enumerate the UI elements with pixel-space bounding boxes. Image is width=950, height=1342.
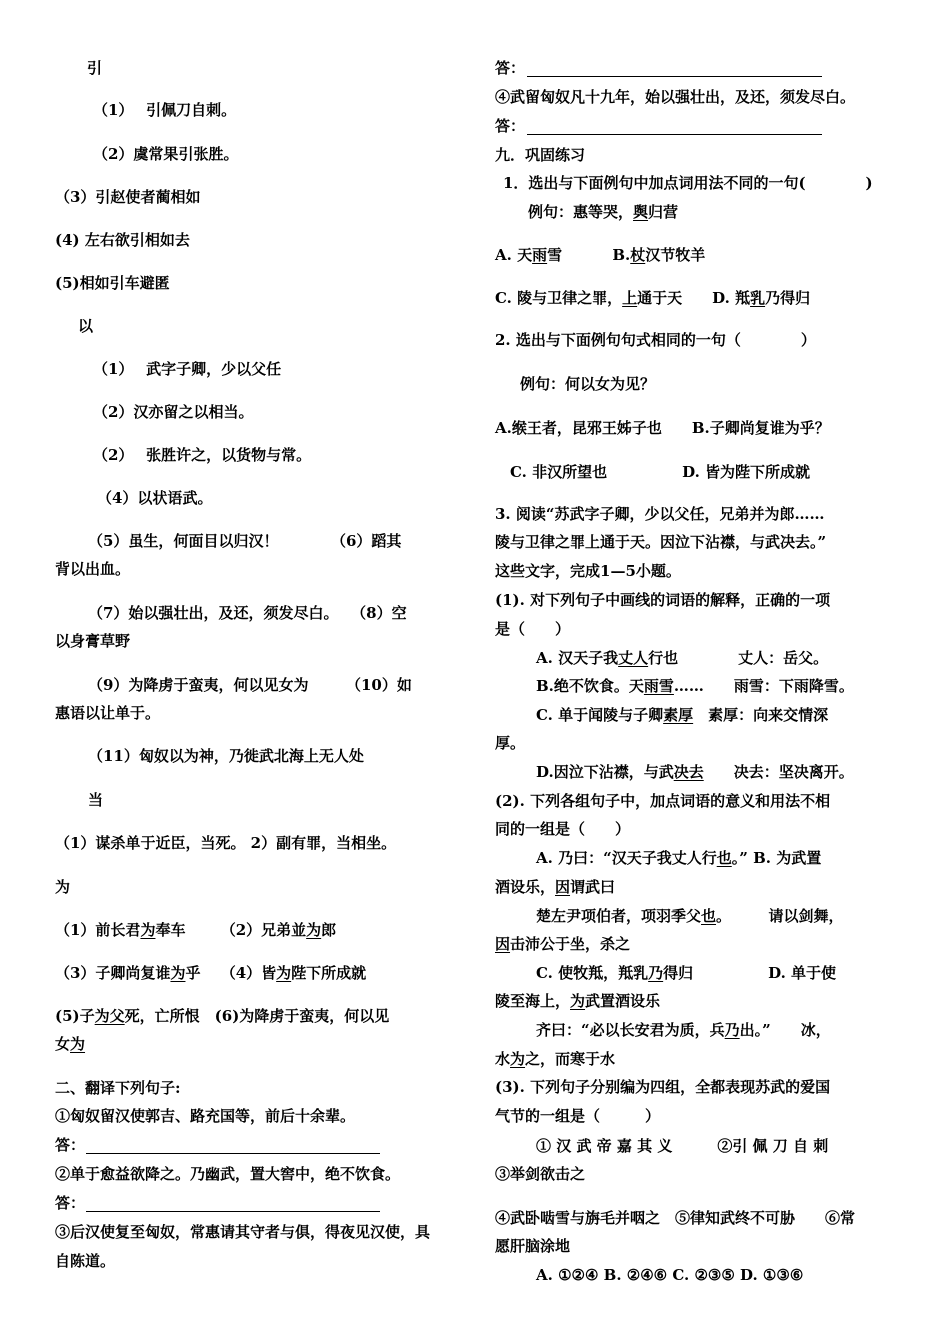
dotted-word: 为 xyxy=(306,921,322,939)
answer-label-3: 答： xyxy=(495,59,526,77)
yi-item-4: （4）以状语武。 xyxy=(97,489,213,507)
yi-item-9-cont: 惠语以让单于。 xyxy=(55,704,161,722)
yi-item-5: （5）虽生，何面目以归汉！ （6）蹈其 xyxy=(88,532,402,550)
sub-2-option-b-2: 因击沛公于坐，杀之 xyxy=(495,935,631,953)
q2-options-cd: C. 非汉所望也 D. 皆为陛下所成就 xyxy=(510,463,811,481)
underlined-word: 素厚 xyxy=(663,706,694,724)
answer-blank-2[interactable] xyxy=(86,1211,380,1212)
yi-item-2: （2）汉亦留之以相当。 xyxy=(93,403,254,421)
sub-2-option-d: 陵至海上，为武置酒设乐 xyxy=(495,992,661,1010)
wei-items-3-cont: 女为 xyxy=(55,1035,86,1053)
translate-4: ④武留匈奴凡十九年，始以强壮出，及还，须发尽白。 xyxy=(495,88,856,106)
answer-blank-1[interactable] xyxy=(86,1153,380,1154)
sub-3-options: A. ①②④ B. ②④⑥ C. ②③⑤ D. ①③⑥ xyxy=(536,1266,804,1284)
heading-dang: 当 xyxy=(88,791,104,809)
sub-2-option-a: A. 乃曰：“汉天子我丈人行也。” B. 为武置 xyxy=(536,849,822,867)
sub-3-item-1-2: ① 汉 武 帝 嘉 其 义 ②引 佩 刀 自 刺 xyxy=(536,1137,829,1155)
sub-3-items-6-cont: 愿肝脑涂地 xyxy=(495,1237,571,1255)
translate-3-cont: 自陈道。 xyxy=(55,1252,116,1270)
answer-label-4: 答： xyxy=(495,117,526,135)
dotted-word: 也 xyxy=(716,849,732,867)
dotted-word: 为 xyxy=(570,992,586,1010)
dang-items: （1）谋杀单于近臣，当死。 2）副有罪，当相坐。 xyxy=(55,834,397,852)
yin-item-2: （2）虞常果引张胜。 xyxy=(93,145,239,163)
yin-item-1: （1） 引佩刀自刺。 xyxy=(93,101,237,119)
dotted-word: 舆 xyxy=(633,203,649,221)
dotted-word: 乃 xyxy=(648,964,664,982)
translate-3: ③后汉使复至匈奴，常惠请其守者与俱，得夜见汉使，具 xyxy=(55,1223,431,1241)
sub-3-line-1: (3). 下列句子分别编为四组，全都表现苏武的爱国 xyxy=(495,1078,831,1096)
wei-items-3: (5)子为父死，亡所恨 (6)为降虏于蛮夷，何以见 xyxy=(55,1007,390,1025)
yi-item-3: （2） 张胜许之，以货物与常。 xyxy=(93,446,312,464)
dotted-word: 上 xyxy=(622,289,638,307)
sub-1-line-1: (1). 对下列句子中画线的词语的解释，正确的一项 xyxy=(495,591,831,609)
underlined-word: 丈人 xyxy=(618,649,649,667)
heading-yi: 以 xyxy=(78,317,94,335)
dotted-word: 为 xyxy=(510,1050,526,1068)
heading-yin: 引 xyxy=(87,59,103,77)
sub-2-option-ab-2: 楚左尹项伯者，项羽季父也。 请以剑舞， xyxy=(536,907,844,925)
sub-2-option-b: 酒设乐，因谓武曰 xyxy=(495,878,616,896)
yi-item-1: （1） 武字子卿，少以父任 xyxy=(93,360,282,378)
question-3-line-3: 这些文字，完成1—5小题。 xyxy=(495,562,681,580)
heading-wei: 为 xyxy=(55,878,71,896)
dotted-word: 乃 xyxy=(724,1021,740,1039)
sub-2-option-c: C. 使牧羝，羝乳乃得归 D. 单于使 xyxy=(536,964,837,982)
section-2-title: 二、翻译下列句子: xyxy=(55,1079,181,1097)
sub-1-option-d: D.因泣下沾襟，与武决去 决去：坚决离开。 xyxy=(536,763,854,781)
answer-label-1: 答： xyxy=(55,1136,86,1154)
question-2: 2. 选出与下面例句句式相同的一句（ ） xyxy=(495,331,816,349)
sub-2-option-d-2: 水为之，而寒于水 xyxy=(495,1050,616,1068)
sub-2-line-1: (2). 下列各组句子中，加点词语的意义和用法不相 xyxy=(495,792,831,810)
question-3-line-1: 3. 阅读“苏武字子卿，少以父任，兄弟并为郎…… xyxy=(495,505,825,523)
dotted-word: 因 xyxy=(555,878,571,896)
sub-3-items-4-6: ④武卧啮雪与旃毛并咽之 ⑤律知武终不可胁 ⑥常 xyxy=(495,1209,856,1227)
yin-item-3: （3）引赵使者蔺相如 xyxy=(55,188,201,206)
wei-items-1: （1）前长君为奉车 （2）兄弟並为郎 xyxy=(55,921,337,939)
yi-item-7: （7）始以强壮出，及还，须发尽白。 （8）空 xyxy=(88,604,407,622)
sub-1-option-b: B.绝不饮食。天雨雪…… 雨雪：下雨降雪。 xyxy=(536,677,854,695)
sub-2-option-cd-2: 齐曰：“必以长安君为质，兵乃出。” 冰， xyxy=(536,1021,831,1039)
dotted-word: 为 xyxy=(70,1035,86,1053)
dotted-word: 为 xyxy=(276,964,292,982)
question-1: 1．选出与下面例句中加点词用法不同的一句( ) xyxy=(503,174,873,192)
dotted-word: 也 xyxy=(701,907,717,925)
dotted-word: 杖 xyxy=(630,246,646,264)
yi-item-7-cont: 以身膏草野 xyxy=(55,632,131,650)
section-9-title: 九．巩固练习 xyxy=(495,146,586,164)
wei-items-2: （3）子卿尚复谁为乎 （4）皆为陛下所成就 xyxy=(55,964,367,982)
dotted-word: 雨 xyxy=(532,246,548,264)
translate-2: ②单于愈益欲降之。乃幽武，置大窖中，绝不饮食。 xyxy=(55,1165,401,1183)
sub-2-line-2: 同的一组是（ ） xyxy=(495,820,631,838)
yi-item-9: （9）为降虏于蛮夷，何以见女为 （10）如 xyxy=(88,676,412,694)
sub-1-option-c: C. 单于闻陵与子卿素厚 素厚：向来交情深 xyxy=(536,706,829,724)
yin-item-4: (4) 左右欲引相如去 xyxy=(55,231,190,249)
answer-blank-3[interactable] xyxy=(527,76,822,77)
sub-3-item-3: ③举剑欲击之 xyxy=(495,1165,586,1183)
q1-options-cd: C. 陵与卫律之罪，上通于天 D. 羝乳乃得归 xyxy=(495,289,811,307)
q2-options-ab: A.缑王者，昆邪王姊子也 B.子卿尚复谁为乎？ xyxy=(495,419,830,437)
translate-1: ①匈奴留汉使郭吉、路充国等，前后十余辈。 xyxy=(55,1107,356,1125)
underlined-word: 决去 xyxy=(673,763,704,781)
question-3-line-2: 陵与卫律之罪上通于天。因泣下沾襟，与武决去。” xyxy=(495,533,827,551)
yi-item-5-cont: 背以出血。 xyxy=(55,560,131,578)
dotted-word: 为 xyxy=(170,964,186,982)
dotted-word: 乳 xyxy=(750,289,766,307)
answer-label-2: 答： xyxy=(55,1194,86,1212)
dotted-word: 因 xyxy=(495,935,511,953)
dotted-word: 为父 xyxy=(94,1007,125,1025)
sub-3-line-2: 气节的一组是（ ） xyxy=(495,1107,661,1125)
underlined-word: 雨雪 xyxy=(643,677,674,695)
answer-blank-4[interactable] xyxy=(527,134,822,135)
sub-1-option-a: A. 汉天子我丈人行也 丈人：岳父。 xyxy=(536,649,829,667)
q1-example: 例句：惠等哭，舆归营 xyxy=(528,203,679,221)
q2-example: 例句：何以女为见？ xyxy=(520,375,656,393)
yi-item-11: （11）匈奴以为神，乃徙武北海上无人处 xyxy=(88,747,364,765)
sub-1-line-2: 是（ ） xyxy=(495,620,571,638)
dotted-word: 为 xyxy=(140,921,156,939)
q1-options-ab: A. 天雨雪 B.杖汉节牧羊 xyxy=(495,246,706,264)
yin-item-5: (5)相如引车避匿 xyxy=(55,274,170,292)
sub-1-option-c-cont: 厚。 xyxy=(495,734,526,752)
